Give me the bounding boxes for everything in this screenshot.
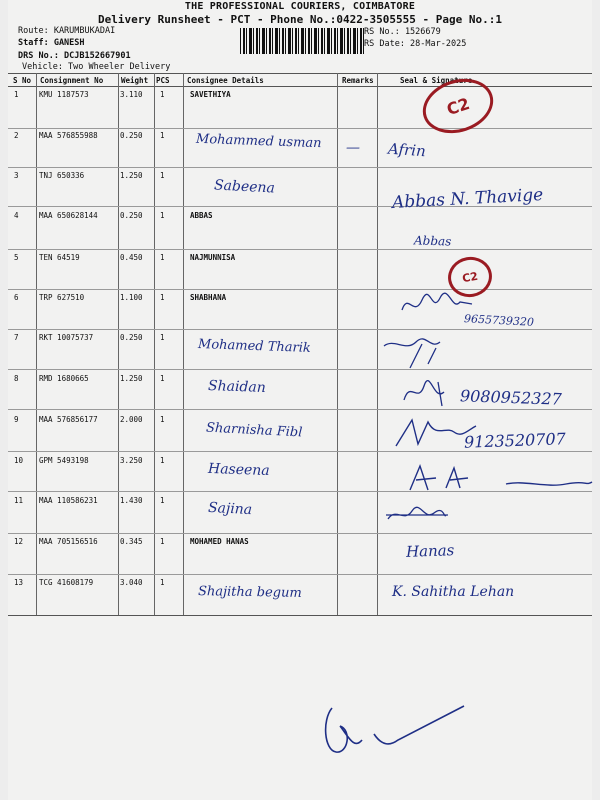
row-divider	[8, 167, 592, 168]
table-row-weight: 0.250	[120, 131, 143, 140]
handwritten-signature: Abbas	[413, 233, 452, 249]
table-row-consignment: TNJ 650336	[39, 171, 85, 180]
table-row-weight: 0.250	[120, 211, 143, 220]
table-row-weight: 1.100	[120, 293, 143, 302]
row-divider	[8, 329, 592, 330]
table-row-pcs: 1	[160, 374, 165, 383]
table-row-pcs: 1	[160, 537, 165, 546]
table-row-weight: 1.250	[120, 171, 143, 180]
table-row-sno: 7	[14, 333, 19, 342]
column-divider	[154, 73, 155, 616]
col-header-sno: S No	[13, 76, 32, 85]
route-label: Route: KARUMBUKADAI	[18, 26, 116, 36]
handwritten-phone: 9123520707	[463, 429, 567, 452]
table-row-consignment: TEN 64519	[39, 253, 80, 262]
table-row-consignment: MAA 705156516	[39, 537, 98, 546]
seal-stamp: C2	[416, 70, 501, 142]
table-row-weight: 0.450	[120, 253, 143, 262]
col-header-consignee: Consignee Details	[187, 76, 264, 85]
handwritten-consignee: Shajitha begum	[197, 584, 302, 601]
table-bottom-border	[8, 615, 592, 616]
staff-signature	[318, 700, 478, 760]
handwritten-remark: —	[346, 140, 360, 156]
column-divider	[337, 73, 338, 616]
table-row-pcs: 1	[160, 333, 165, 342]
runsheet-page	[8, 0, 592, 800]
table-row-consignee: SAVETHIYA	[190, 90, 231, 99]
row-divider	[8, 409, 592, 410]
scribble-signature	[380, 334, 450, 370]
table-row-consignment: MAA 576856177	[39, 415, 98, 424]
table-row-sno: 8	[14, 374, 19, 383]
table-row-consignee: SHABHANA	[190, 293, 227, 302]
scribble-signature	[398, 374, 458, 408]
row-divider	[8, 451, 592, 452]
table-row-pcs: 1	[160, 456, 165, 465]
table-row-consignment: KMU 1187573	[39, 90, 89, 99]
table-row-sno: 6	[14, 293, 19, 302]
col-header-pcs: PCS	[156, 76, 170, 85]
table-row-weight: 2.000	[120, 415, 143, 424]
handwritten-consignee: Haseena	[207, 460, 270, 480]
column-divider	[183, 73, 184, 616]
table-row-consignment: RKT 10075737	[39, 333, 94, 342]
col-header-remarks: Remarks	[342, 76, 374, 85]
column-divider	[118, 73, 119, 616]
col-header-consignment: Consignment No	[40, 76, 104, 85]
col-header-signature: Seal & Signature	[400, 76, 473, 85]
handwritten-consignee: Sabeena	[213, 177, 276, 197]
table-row-sno: 13	[14, 578, 24, 587]
row-divider	[8, 533, 592, 534]
scribble-signature	[406, 458, 596, 498]
handwritten-phone: 9655739320	[463, 312, 535, 329]
handwritten-signature: K. Sahitha Lehan	[392, 584, 515, 600]
table-row-weight: 0.250	[120, 333, 143, 342]
column-divider	[36, 73, 37, 616]
table-row-sno: 12	[14, 537, 24, 546]
table-row-pcs: 1	[160, 578, 165, 587]
scribble-signature	[384, 503, 450, 527]
handwritten-signature: Hanas	[405, 541, 455, 561]
table-row-sno: 3	[14, 171, 19, 180]
vehicle-label: Vehicle: Two Wheeler Delivery	[22, 62, 171, 72]
handwritten-signature: Abbas N. Thavige	[391, 185, 544, 213]
table-row-sno: 5	[14, 253, 19, 262]
handwritten-consignee: Mohamed Tharik	[197, 337, 312, 356]
table-row-consignment: GPM 5493198	[39, 456, 89, 465]
handwritten-signature: Afrin	[387, 139, 427, 161]
column-divider	[377, 73, 378, 616]
table-row-pcs: 1	[160, 90, 165, 99]
table-row-consignment: TRP 627510	[39, 293, 85, 302]
handwritten-consignee: Sajina	[207, 499, 253, 519]
table-row-consignment: MAA 576855988	[39, 131, 98, 140]
table-row-sno: 2	[14, 131, 19, 140]
table-row-pcs: 1	[160, 211, 165, 220]
table-row-sno: 10	[14, 456, 24, 465]
table-row-sno: 1	[14, 90, 19, 99]
table-row-pcs: 1	[160, 253, 165, 262]
table-row-consignment: MAA 650628144	[39, 211, 98, 220]
table-row-weight: 1.430	[120, 496, 143, 505]
table-row-consignee: MOHAMED HANAS	[190, 537, 249, 546]
table-row-consignee: ABBAS	[190, 211, 213, 220]
row-divider	[8, 249, 592, 250]
rs-number: RS No.: 1526679	[364, 27, 441, 37]
staff-label: Staff: GANESH	[18, 38, 85, 48]
table-row-consignee: NAJMUNNISA	[190, 253, 236, 262]
table-row-consignment: TCG 41608179	[39, 578, 94, 587]
handwritten-consignee: Shaidan	[207, 377, 267, 397]
table-row-consignment: RMD 1680665	[39, 374, 89, 383]
table-row-weight: 0.345	[120, 537, 143, 546]
company-title: THE PROFESSIONAL COURIERS, COIMBATORE	[184, 1, 416, 12]
drs-number: DRS No.: DCJB152667901	[18, 51, 131, 61]
table-row-pcs: 1	[160, 496, 165, 505]
table-row-weight: 3.250	[120, 456, 143, 465]
row-divider	[8, 128, 592, 129]
table-row-sno: 9	[14, 415, 19, 424]
table-row-pcs: 1	[160, 131, 165, 140]
table-row-weight: 1.250	[120, 374, 143, 383]
table-row-sno: 4	[14, 211, 19, 220]
row-divider	[8, 369, 592, 370]
table-header-border	[8, 86, 592, 87]
table-row-pcs: 1	[160, 415, 165, 424]
handwritten-phone: 9080952327	[459, 386, 563, 409]
rs-date: RS Date: 28-Mar-2025	[364, 39, 467, 49]
table-row-weight: 3.040	[120, 578, 143, 587]
seal-stamp: C2	[445, 253, 495, 300]
table-row-weight: 3.110	[120, 90, 143, 99]
table-row-pcs: 1	[160, 171, 165, 180]
table-top-border	[8, 73, 592, 74]
table-row-consignment: MAA 110586231	[39, 496, 98, 505]
table-row-sno: 11	[14, 496, 24, 505]
table-row-pcs: 1	[160, 293, 165, 302]
runsheet-title: Delivery Runsheet - PCT - Phone No.:0422-3505555 - Page No.:1	[98, 13, 502, 26]
row-divider	[8, 574, 592, 575]
col-header-weight: Weight	[121, 76, 149, 85]
handwritten-consignee: Sharnisha Fibl	[205, 420, 303, 441]
row-divider	[8, 289, 592, 290]
handwritten-consignee: Mohammed usman	[195, 131, 322, 152]
barcode	[240, 28, 364, 54]
